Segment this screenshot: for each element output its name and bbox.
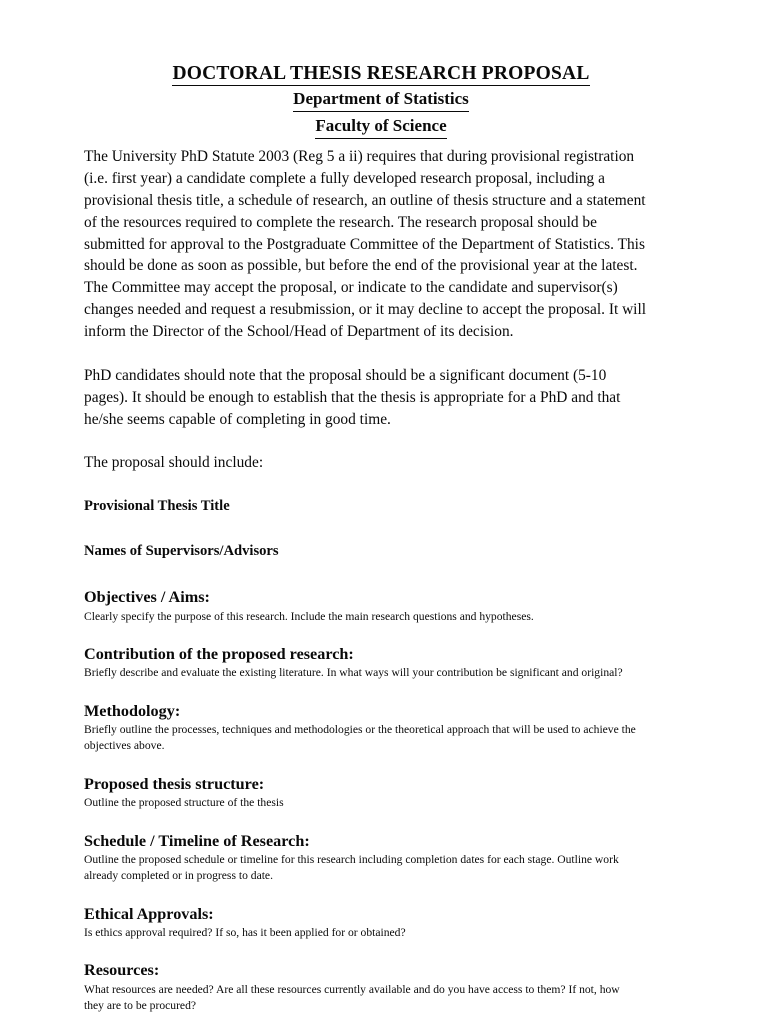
document-main-title-text: DOCTORAL THESIS RESEARCH PROPOSAL (172, 63, 590, 84)
section-description-resources: What resources are needed? Are all these resources currently available and do you have access to them? If not, how they are to be procured? (84, 982, 620, 1013)
section-resources (84, 960, 650, 1014)
document-department-subtitle-text: Department of Statistics (293, 88, 469, 112)
section-ethical-approvals (84, 904, 650, 942)
document-title-block (0, 0, 762, 139)
section-heading-methodology: Methodology: (84, 701, 181, 720)
section-description-ethical-approvals: Is ethics approval required? If so, has it been applied for or obtained? (84, 925, 406, 939)
section-description-schedule-timeline: Outline the proposed schedule or timeline for this research including completion dates for each stage. Outline work already completed or in progress to date. (84, 852, 619, 883)
section-description-proposed-thesis-structure: Outline the proposed structure of the thesis (84, 796, 284, 810)
section-description-methodology: Briefly outline the processes, techniques and methodologies or the theoretical approach that will be used to achieve the objectives above. (84, 722, 636, 753)
section-methodology (84, 701, 650, 755)
document-faculty-subtitle-text: Faculty of Science (315, 115, 446, 139)
section-objectives-aims (84, 587, 650, 625)
intro-paragraph-1: The University PhD Statute 2003 (Reg 5 a ii) requires that during provisional registration (i.e. first year) a candidate complete a fully developed research proposal, including a provisional thesis title, a schedule of research, an outline of thesis structure and a statement of the resources required to complete the research. The research proposal should be submitted for approval to the Postgraduate Committee of the Department of Statistics. This should be done as soon as possible, but before the end of the provisional year at the latest. The Committee may accept the proposal, or indicate to the candidate and supervisor(s) changes needed and request a resubmission, or it may decline to accept the proposal. It will inform the Director of the School/Head of Department of its decision. (84, 148, 647, 340)
intro-paragraph-2: PhD candidates should note that the proposal should be a significant document (5-10 pages). It should be enough to establish that the thesis is appropriate for a PhD and that he/she seems capable of completing in good time. (84, 366, 621, 428)
section-heading-ethical-approvals: Ethical Approvals: (84, 904, 214, 923)
proposal-lead-in: The proposal should include: (84, 453, 264, 471)
section-contribution (84, 644, 650, 682)
document-body (84, 146, 650, 1015)
document-main-title (0, 62, 762, 86)
section-heading-objectives-aims: Objectives / Aims: (84, 588, 210, 607)
section-heading-contribution: Contribution of the proposed research: (84, 645, 354, 664)
minor-heading-names-of-supervisors: Names of Supervisors/Advisors (84, 543, 279, 560)
section-description-objectives-aims: Clearly specify the purpose of this research. Include the main research questions and hypotheses. (84, 609, 534, 623)
section-proposed-thesis-structure (84, 774, 650, 812)
section-schedule-timeline (84, 831, 650, 885)
section-heading-resources: Resources: (84, 961, 160, 980)
document-department-subtitle (0, 88, 762, 112)
section-heading-schedule-timeline: Schedule / Timeline of Research: (84, 831, 310, 850)
section-heading-proposed-thesis-structure: Proposed thesis structure: (84, 774, 265, 793)
minor-heading-provisional-thesis-title: Provisional Thesis Title (84, 498, 230, 515)
document-faculty-subtitle (0, 115, 762, 139)
section-description-contribution: Briefly describe and evaluate the existing literature. In what ways will your contribution be significant and original? (84, 666, 623, 680)
